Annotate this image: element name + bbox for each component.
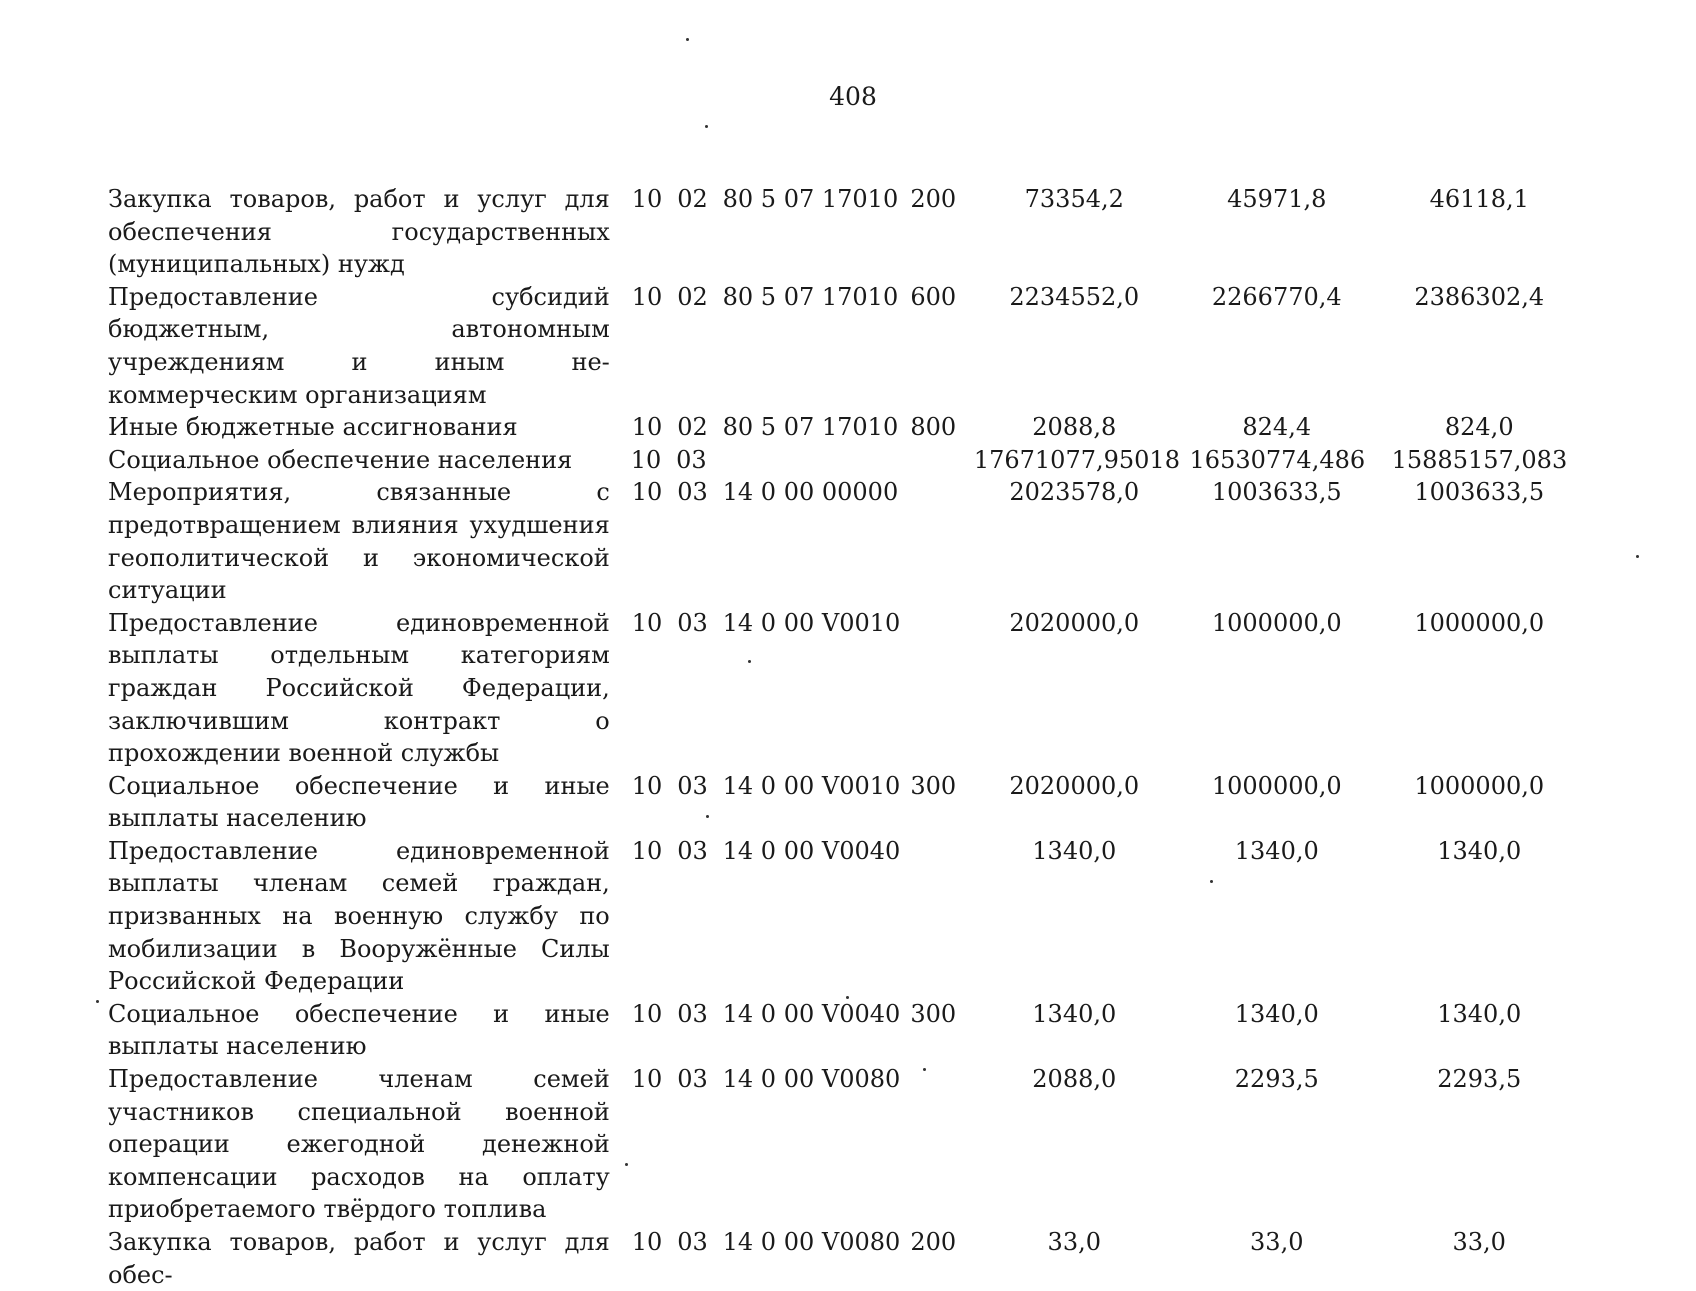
row-target-article: 14 0 00 V0010 [722,608,901,637]
row-target-article: 80 5 07 17010 [722,413,899,442]
row-amount-year-2: 45971,8 [1227,185,1327,213]
row-expense-type: 200 [910,185,957,213]
scan-speck [705,125,708,128]
row-section-code: 10 [631,413,663,442]
scan-speck [923,1068,926,1071]
row-name: Социальное обеспечение населения [108,445,573,474]
row-subsection-code: 03 [676,445,707,474]
row-amount-year-3: 2293,5 [1437,1065,1522,1094]
row-section-code: 10 [631,608,663,637]
table-row [108,835,1578,998]
row-amount-year-2: 824,4 [1242,413,1312,442]
row-subsection-code: 03 [677,1065,708,1094]
table-row [108,770,1578,835]
row-expense-type: 300 [910,999,957,1028]
row-section-code: 10 [631,771,663,800]
row-target-article: 14 0 00 00000 [722,478,899,507]
row-amount-year-2: 1340,0 [1234,836,1319,865]
row-subsection-code: 03 [677,1228,708,1256]
row-name: Закупка товаров, работ и услуг для обеспечения государственных (муниципальных) нужд [108,185,610,279]
row-subsection-code: 02 [677,282,708,311]
table-row [108,1226,1578,1291]
scan-speck [846,996,849,999]
row-section-code: 10 [630,445,662,474]
row-amount-year-3: 1003633,5 [1414,478,1545,507]
row-target-article: 14 0 00 V0040 [722,836,901,865]
row-amount-year-3: 1000000,0 [1414,771,1545,800]
row-amount-year-2: 2266770,4 [1211,282,1342,311]
row-section-code: 10 [631,478,663,507]
row-target-article: 80 5 07 17010 [722,185,899,213]
row-subsection-code: 03 [677,999,708,1028]
row-section-code: 10 [631,1228,663,1256]
row-amount-year-1: 2020000,0 [1009,771,1140,800]
row-subsection-code: 02 [677,185,708,213]
row-amount-year-3: 1340,0 [1437,999,1522,1028]
row-amount-year-3: 46118,1 [1429,185,1529,213]
row-amount-year-1: 1340,0 [1032,999,1117,1028]
scan-speck [625,1163,628,1166]
row-target-article: 14 0 00 V0010 [722,771,901,800]
row-expense-type: 600 [910,282,957,311]
table-row [108,411,1578,444]
row-expense-type: 200 [910,1228,957,1256]
row-amount-year-3: 15885157,083 [1391,445,1568,474]
row-amount-year-3: 1000000,0 [1414,608,1545,637]
scan-speck [1636,555,1639,558]
row-name: Социальное обеспечение и иные выплаты населению [108,771,610,833]
row-amount-year-2: 2293,5 [1234,1065,1319,1094]
row-amount-year-1: 17671077,95018 [973,445,1180,474]
row-subsection-code: 03 [677,608,708,637]
row-subsection-code: 03 [677,771,708,800]
row-expense-type: 300 [910,771,957,800]
row-amount-year-2: 1000000,0 [1211,608,1342,637]
row-section-code: 10 [631,836,663,865]
row-name: Предоставление единовременной выплаты членам семей граждан, призванных на военную службу по мобилизации в Вооружённые Силы Российской Федерации [108,836,610,996]
row-amount-year-2: 16530774,486 [1189,445,1366,474]
row-amount-year-3: 824,0 [1444,413,1514,442]
scan-speck [748,660,751,663]
row-amount-year-3: 2386302,4 [1414,282,1545,311]
row-amount-year-2: 33,0 [1250,1228,1304,1256]
row-section-code: 10 [631,282,663,311]
scan-speck [96,1000,99,1003]
row-amount-year-1: 2023578,0 [1009,478,1140,507]
row-amount-year-2: 1340,0 [1234,999,1319,1028]
row-name: Закупка товаров, работ и услуг для обес- [108,1228,610,1289]
scan-speck [1210,880,1213,883]
row-amount-year-1: 2088,8 [1032,413,1117,442]
row-amount-year-3: 33,0 [1452,1228,1506,1256]
row-target-article: 80 5 07 17010 [722,282,899,311]
row-subsection-code: 03 [677,836,708,865]
scan-speck [706,815,709,818]
table-row [108,476,1578,606]
row-amount-year-2: 1003633,5 [1211,478,1342,507]
row-target-article: 14 0 00 V0040 [722,999,901,1028]
row-name: Предоставление субсидий бюджетным, автономным учреждениям и иным некоммерческим организациям [108,282,610,409]
table-row [108,998,1578,1063]
table-row [108,444,1578,477]
budget-table [108,183,1578,1291]
row-amount-year-1: 2234552,0 [1009,282,1140,311]
row-section-code: 10 [631,1065,663,1094]
row-amount-year-1: 2020000,0 [1009,608,1140,637]
table-row [108,183,1578,281]
row-subsection-code: 03 [677,478,708,507]
row-amount-year-1: 33,0 [1047,1228,1101,1256]
row-section-code: 10 [631,999,663,1028]
row-amount-year-1: 1340,0 [1032,836,1117,865]
table-row [108,1063,1578,1226]
row-name: Мероприятия, связанные с предотвращением влияния ухудшения геополитической и экономической ситуации [108,478,610,605]
row-expense-type: 800 [910,413,957,442]
row-target-article: 14 0 00 V0080 [722,1065,901,1094]
row-name: Предоставление членам семей участников специальной военной операции ежегодной денежной компенсации расходов на оплату приобретаемого твёрдого топлива [108,1065,610,1224]
row-amount-year-3: 1340,0 [1437,836,1522,865]
table-row [108,607,1578,770]
row-amount-year-1: 2088,0 [1032,1065,1117,1094]
row-target-article: 14 0 00 V0080 [722,1228,901,1256]
row-amount-year-2: 1000000,0 [1211,771,1342,800]
row-section-code: 10 [631,185,663,213]
table-row [108,281,1578,411]
row-name: Иные бюджетные ассигнования [108,413,518,442]
row-amount-year-1: 73354,2 [1024,185,1124,213]
scan-speck [686,38,689,41]
row-name: Социальное обеспечение и иные выплаты населению [108,999,610,1061]
row-name: Предоставление единовременной выплаты отдельным категориям граждан Российской Федерации, заключившим контракт о прохождении военной службы [108,608,610,768]
row-subsection-code: 02 [677,413,708,442]
page-number: 408 [829,82,877,111]
